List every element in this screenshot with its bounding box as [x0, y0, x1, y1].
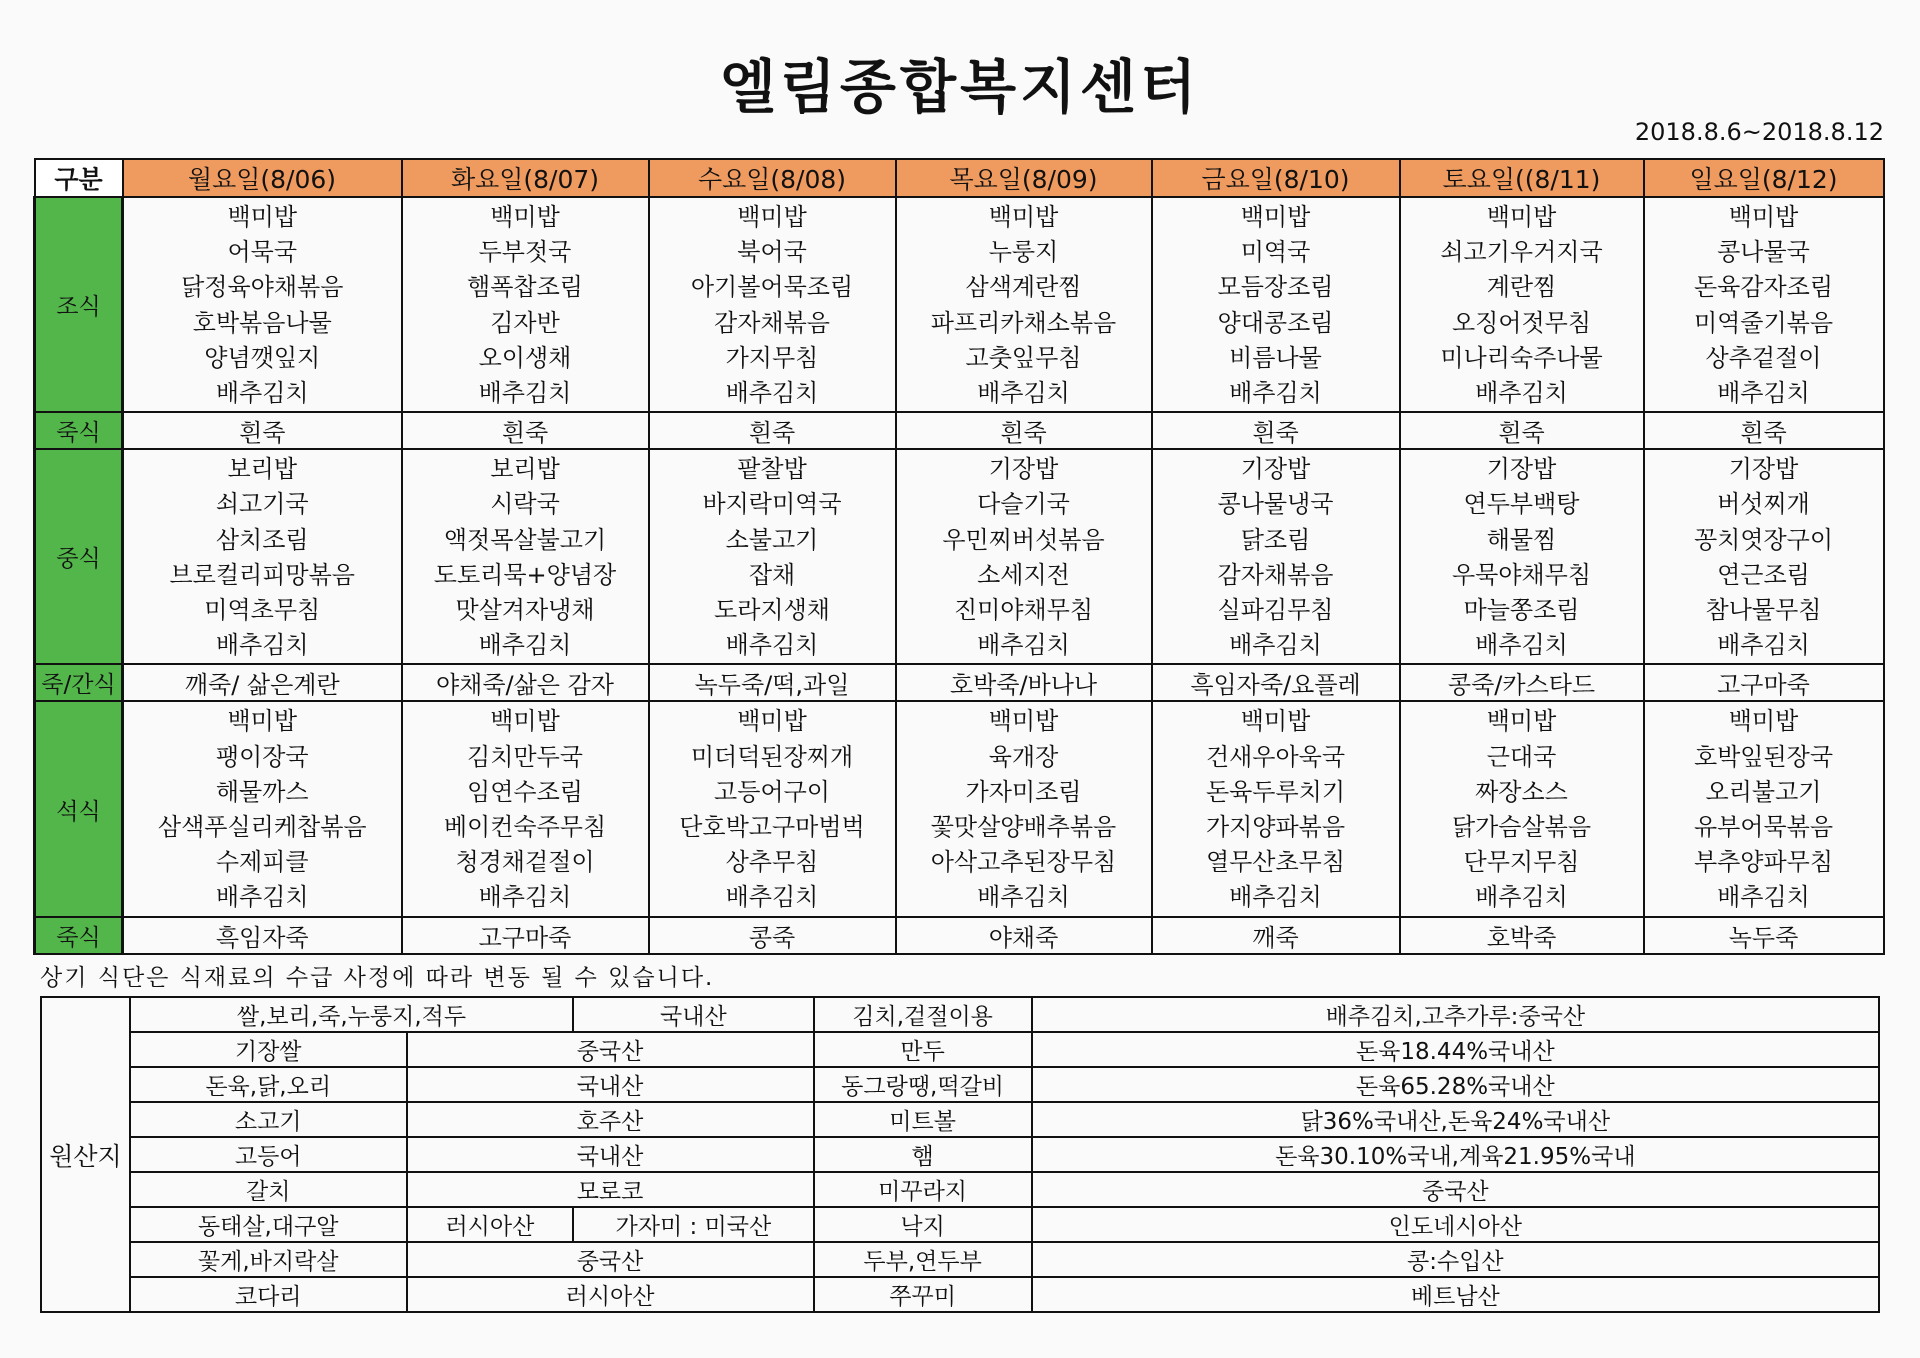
menu-item: 배추김치 [1229, 631, 1322, 660]
menu-cell [402, 449, 649, 664]
menu-cell [896, 197, 1152, 412]
menu-cell: 깨죽/ 삶은계란 [123, 664, 402, 701]
menu-cell [649, 197, 896, 412]
menu-item: 배추김치 [1229, 883, 1322, 912]
origin-item: 고등어 [130, 1137, 407, 1172]
origin-country: 가자미 : 미국산 [573, 1207, 813, 1242]
origin-item: 미트볼 [814, 1102, 1032, 1137]
menu-item: 백미밥 [1728, 707, 1799, 736]
origin-country: 돈육30.10%국내,계육21.95%국내 [1032, 1137, 1879, 1172]
menu-cell: 흰죽 [896, 412, 1152, 449]
menu-item: 모듬장조림 [1217, 273, 1334, 302]
menu-item: 감자채볶음 [714, 308, 830, 337]
menu-cell: 호박죽/바나나 [896, 664, 1152, 701]
menu-cell [1644, 701, 1884, 916]
origin-row [41, 997, 1879, 1032]
menu-item: 백미밥 [227, 203, 298, 231]
menu-cell [123, 197, 402, 412]
menu-item: 백미밥 [1728, 203, 1799, 231]
menu-item: 배추김치 [977, 631, 1070, 660]
menu-item: 삼색푸실리케찹볶음 [157, 813, 367, 842]
origin-item: 쌀,보리,죽,누룽지,적두 [130, 997, 573, 1032]
menu-item: 열무산초무침 [1205, 848, 1346, 877]
menu-cell: 콩죽/카스타드 [1400, 664, 1644, 701]
menu-cell [402, 197, 649, 412]
menu-item: 시락국 [490, 490, 560, 519]
menu-item: 계란찜 [1486, 273, 1557, 302]
menu-item: 팽이장국 [215, 742, 309, 771]
menu-item: 기장밥 [988, 455, 1059, 484]
menu-item: 백미밥 [1486, 707, 1557, 736]
origin-country: 모로코 [407, 1172, 814, 1207]
menu-item: 닭정육야채볶음 [181, 273, 344, 302]
menu-item: 쇠고기우거지국 [1440, 238, 1603, 267]
menu-item: 근대국 [1486, 742, 1557, 771]
day-header: 화요일(8/07) [402, 159, 649, 197]
menu-item: 보리밥 [227, 455, 298, 484]
menu-cell: 녹두죽/떡,과일 [649, 664, 896, 701]
menu-item: 마늘쫑조림 [1463, 596, 1580, 625]
menu-item: 배추김치 [977, 883, 1070, 912]
menu-item: 배추김치 [977, 379, 1070, 408]
menu-item: 백미밥 [1240, 707, 1311, 736]
origin-country: 베트남산 [1032, 1277, 1879, 1312]
menu-item: 단무지무침 [1463, 848, 1580, 877]
menu-item: 백미밥 [737, 707, 807, 736]
origin-country: 배추김치,고추가루:중국산 [1032, 997, 1879, 1032]
menu-item: 베이컨숙주무침 [443, 813, 607, 842]
menu-item: 배추김치 [1717, 631, 1810, 660]
menu-item: 잡채 [748, 560, 796, 589]
menu-item: 고춧잎무침 [965, 343, 1082, 372]
menu-item: 보리밥 [490, 455, 560, 484]
menu-item: 배추김치 [725, 631, 819, 660]
menu-item: 어묵국 [227, 238, 298, 267]
origin-row [41, 1172, 1879, 1207]
menu-item: 배추김치 [215, 883, 309, 912]
menu-item: 배추김치 [215, 379, 309, 408]
menu-item: 가지무침 [725, 343, 819, 372]
origin-item: 동태살,대구알 [130, 1207, 407, 1242]
menu-item: 백미밥 [737, 203, 807, 231]
menu-cell [1152, 449, 1400, 664]
menu-cell [1644, 197, 1884, 412]
menu-item: 돈육두루치기 [1205, 777, 1346, 806]
origin-country: 국내산 [407, 1137, 814, 1172]
menu-item: 양대콩조림 [1217, 308, 1334, 337]
origin-table [40, 996, 1880, 1313]
menu-item: 아기볼어묵조림 [690, 273, 854, 302]
menu-item: 백미밥 [227, 707, 298, 736]
origin-item: 꽃게,바지락살 [130, 1242, 407, 1277]
menu-item: 기장밥 [1240, 455, 1311, 484]
menu-cell: 흰죽 [123, 412, 402, 449]
menu-item: 유부어묵볶음 [1693, 813, 1834, 842]
menu-item: 고등어구이 [714, 777, 830, 806]
menu-item: 북어국 [737, 238, 807, 267]
menu-item: 연두부백탕 [1463, 490, 1580, 519]
menu-cell [123, 701, 402, 916]
category-label: 죽식 [35, 412, 123, 449]
weekly-menu-table [33, 158, 1885, 955]
origin-country: 호주산 [407, 1102, 814, 1137]
category-label: 석식 [35, 701, 123, 916]
menu-item: 미역초무침 [204, 596, 321, 625]
menu-item: 미나리숙주나물 [1440, 343, 1603, 372]
menu-item: 배추김치 [1717, 883, 1810, 912]
menu-item: 꽁치엿장구이 [1693, 525, 1834, 554]
origin-item: 낙지 [814, 1207, 1032, 1242]
menu-cell: 흰죽 [1400, 412, 1644, 449]
menu-cell: 흰죽 [649, 412, 896, 449]
menu-item: 도라지생채 [714, 596, 830, 625]
menu-item: 청경채겉절이 [455, 848, 595, 877]
menu-item: 우민찌버섯볶음 [942, 525, 1105, 554]
menu-item: 소세지전 [977, 560, 1070, 589]
menu-item: 연근조림 [1717, 560, 1810, 589]
origin-item: 만두 [814, 1032, 1032, 1067]
menu-item: 오징어젓무침 [1451, 308, 1592, 337]
origin-item: 돈육,닭,오리 [130, 1067, 407, 1102]
menu-item: 버섯찌개 [1717, 490, 1810, 519]
menu-item: 아삭고추된장무침 [930, 848, 1117, 877]
menu-item: 콩나물국 [1717, 238, 1810, 267]
menu-item: 해물찜 [1486, 525, 1557, 554]
origin-country: 중국산 [407, 1242, 814, 1277]
date-range: 2018.8.6~2018.8.12 [1634, 118, 1884, 146]
origin-item: 쭈꾸미 [814, 1277, 1032, 1312]
menu-item: 파프리카채소볶음 [930, 308, 1117, 337]
origin-item: 코다리 [130, 1277, 407, 1312]
category-label: 조식 [35, 197, 123, 412]
menu-item: 다슬기국 [977, 490, 1070, 519]
origin-row [41, 1207, 1879, 1242]
menu-cell [1152, 197, 1400, 412]
origin-country: 러시아산 [407, 1277, 814, 1312]
menu-cell: 야채죽/삶은 감자 [402, 664, 649, 701]
origin-country: 국내산 [573, 997, 813, 1032]
menu-item: 임연수조림 [467, 777, 583, 806]
menu-item: 수제피클 [215, 848, 309, 877]
origin-country: 국내산 [407, 1067, 814, 1102]
menu-cell: 흰죽 [1152, 412, 1400, 449]
header-row [35, 159, 1884, 197]
menu-cell [1400, 701, 1644, 916]
header-corner: 구분 [35, 159, 123, 197]
origin-item: 동그랑땡,떡갈비 [814, 1067, 1032, 1102]
menu-item: 양념깻잎지 [204, 343, 321, 372]
origin-item: 햄 [814, 1137, 1032, 1172]
menu-cell [1400, 449, 1644, 664]
menu-item: 누룽지 [988, 238, 1059, 267]
menu-item: 팥찰밥 [737, 455, 807, 484]
origin-country: 돈육65.28%국내산 [1032, 1067, 1879, 1102]
category-label: 죽식 [35, 917, 123, 954]
day-header: 수요일(8/08) [649, 159, 896, 197]
menu-cell [402, 701, 649, 916]
menu-item: 백미밥 [490, 203, 560, 231]
menu-item: 백미밥 [988, 203, 1059, 231]
menu-item: 육개장 [988, 742, 1059, 771]
menu-item: 배추김치 [1717, 379, 1810, 408]
menu-item: 배추김치 [725, 379, 819, 408]
menu-cell: 흑임자죽 [123, 917, 402, 954]
menu-item: 실파김무침 [1217, 596, 1334, 625]
menu-item: 가지양파볶음 [1205, 813, 1346, 842]
origin-item: 미꾸라지 [814, 1172, 1032, 1207]
origin-row [41, 1102, 1879, 1137]
origin-country: 돈육18.44%국내산 [1032, 1032, 1879, 1067]
menu-item: 오이생채 [478, 343, 572, 372]
menu-item: 기장밥 [1486, 455, 1557, 484]
menu-item: 미역국 [1240, 238, 1311, 267]
menu-item: 배추김치 [1475, 883, 1568, 912]
menu-item: 맛살겨자냉채 [455, 596, 595, 625]
menu-cell: 야채죽 [896, 917, 1152, 954]
menu-item: 호박잎된장국 [1693, 742, 1834, 771]
origin-label: 원산지 [41, 997, 130, 1312]
menu-cell: 콩죽 [649, 917, 896, 954]
menu-item: 호박볶음나물 [192, 308, 332, 337]
menu-item: 배추김치 [478, 631, 572, 660]
menu-cell [123, 449, 402, 664]
menu-item: 진미야채무침 [953, 596, 1094, 625]
menu-item: 두부젓국 [478, 238, 572, 267]
menu-item: 소불고기 [725, 525, 819, 554]
menu-item: 건새우아욱국 [1205, 742, 1346, 771]
origin-row [41, 1242, 1879, 1277]
day-header: 토요일((8/11) [1400, 159, 1644, 197]
menu-item: 김치만두국 [467, 742, 583, 771]
menu-item: 쇠고기국 [215, 490, 309, 519]
menu-item: 콩나물냉국 [1217, 490, 1334, 519]
menu-item: 배추김치 [215, 631, 309, 660]
day-header: 금요일(8/10) [1152, 159, 1400, 197]
menu-item: 감자채볶음 [1217, 560, 1334, 589]
menu-item: 배추김치 [725, 883, 819, 912]
menu-item: 미역줄기볶음 [1693, 308, 1834, 337]
menu-item: 백미밥 [988, 707, 1059, 736]
menu-cell: 호박죽 [1400, 917, 1644, 954]
breakfast-row [35, 197, 1884, 412]
origin-row [41, 1137, 1879, 1172]
menu-item: 미더덕된장찌개 [690, 742, 854, 771]
menu-cell: 깨죽 [1152, 917, 1400, 954]
menu-item: 액젓목살불고기 [443, 525, 607, 554]
menu-cell: 흑임자죽/요플레 [1152, 664, 1400, 701]
porridge-row [35, 917, 1884, 954]
menu-cell [896, 701, 1152, 916]
menu-item: 참나물무침 [1705, 596, 1822, 625]
menu-cell [649, 449, 896, 664]
menu-item: 배추김치 [478, 883, 572, 912]
menu-item: 우묵야채무침 [1451, 560, 1592, 589]
day-header: 목요일(8/09) [896, 159, 1152, 197]
menu-cell: 녹두죽 [1644, 917, 1884, 954]
origin-item: 기장쌀 [130, 1032, 407, 1067]
menu-item: 백미밥 [490, 707, 560, 736]
origin-country: 콩:수입산 [1032, 1242, 1879, 1277]
menu-item: 김자반 [490, 308, 560, 337]
snack-row [35, 664, 1884, 701]
menu-item: 닭가슴살볶음 [1451, 813, 1592, 842]
origin-country: 인도네시아산 [1032, 1207, 1879, 1242]
menu-item: 삼색계란찜 [965, 273, 1082, 302]
origin-item: 소고기 [130, 1102, 407, 1137]
menu-item: 백미밥 [1240, 203, 1311, 231]
menu-cell: 고구마죽 [402, 917, 649, 954]
menu-item: 배추김치 [478, 379, 572, 408]
menu-item: 삼치조림 [215, 525, 309, 554]
day-header: 월요일(8/06) [123, 159, 402, 197]
origin-row [41, 1277, 1879, 1312]
day-header: 일요일(8/12) [1644, 159, 1884, 197]
menu-item: 비름나물 [1229, 343, 1322, 372]
menu-cell [649, 701, 896, 916]
menu-item: 브로컬리피망볶음 [169, 560, 355, 589]
origin-item: 갈치 [130, 1172, 407, 1207]
origin-country: 러시아산 [407, 1207, 574, 1242]
origin-country: 중국산 [407, 1032, 814, 1067]
menu-item: 배추김치 [1229, 379, 1322, 408]
category-label: 중식 [35, 449, 123, 664]
category-label: 죽/간식 [35, 664, 123, 701]
menu-item: 상추겉절이 [1705, 343, 1822, 372]
dinner-row [35, 701, 1884, 916]
menu-item: 꽃맛살양배추볶음 [930, 813, 1117, 842]
menu-item: 오리불고기 [1705, 777, 1822, 806]
origin-item: 두부,연두부 [814, 1242, 1032, 1277]
menu-item: 부추양파무침 [1693, 848, 1834, 877]
menu-item: 배추김치 [1475, 379, 1568, 408]
menu-cell: 고구마죽 [1644, 664, 1884, 701]
menu-item: 바지락미역국 [702, 490, 842, 519]
menu-item: 햄폭찹조림 [467, 273, 583, 302]
menu-item: 기장밥 [1728, 455, 1799, 484]
menu-cell [1152, 701, 1400, 916]
menu-item: 백미밥 [1486, 203, 1557, 231]
origin-country: 중국산 [1032, 1172, 1879, 1207]
menu-item: 가자미조림 [965, 777, 1082, 806]
menu-cell: 흰죽 [402, 412, 649, 449]
menu-notice: 상기 식단은 식재료의 수급 사정에 따라 변동 될 수 있습니다. [40, 965, 715, 991]
page-title: 엘림종합복지센터 [719, 53, 1201, 121]
menu-item: 돈육감자조림 [1693, 273, 1834, 302]
origin-row [41, 1032, 1879, 1067]
menu-cell: 흰죽 [1644, 412, 1884, 449]
menu-item: 해물까스 [215, 777, 309, 806]
menu-item: 배추김치 [1475, 631, 1568, 660]
porridge-row [35, 412, 1884, 449]
menu-item: 짜장소스 [1475, 777, 1568, 806]
menu-item: 도토리묵+양념장 [433, 560, 617, 589]
origin-item: 김치,겉절이용 [814, 997, 1032, 1032]
menu-cell [1400, 197, 1644, 412]
menu-cell [1644, 449, 1884, 664]
menu-item: 상추무침 [725, 848, 819, 877]
menu-item: 단호박고구마범벅 [679, 813, 865, 842]
menu-item: 닭조림 [1240, 525, 1311, 554]
lunch-row [35, 449, 1884, 664]
origin-row [41, 1067, 1879, 1102]
origin-country: 닭36%국내산,돈육24%국내산 [1032, 1102, 1879, 1137]
menu-cell [896, 449, 1152, 664]
